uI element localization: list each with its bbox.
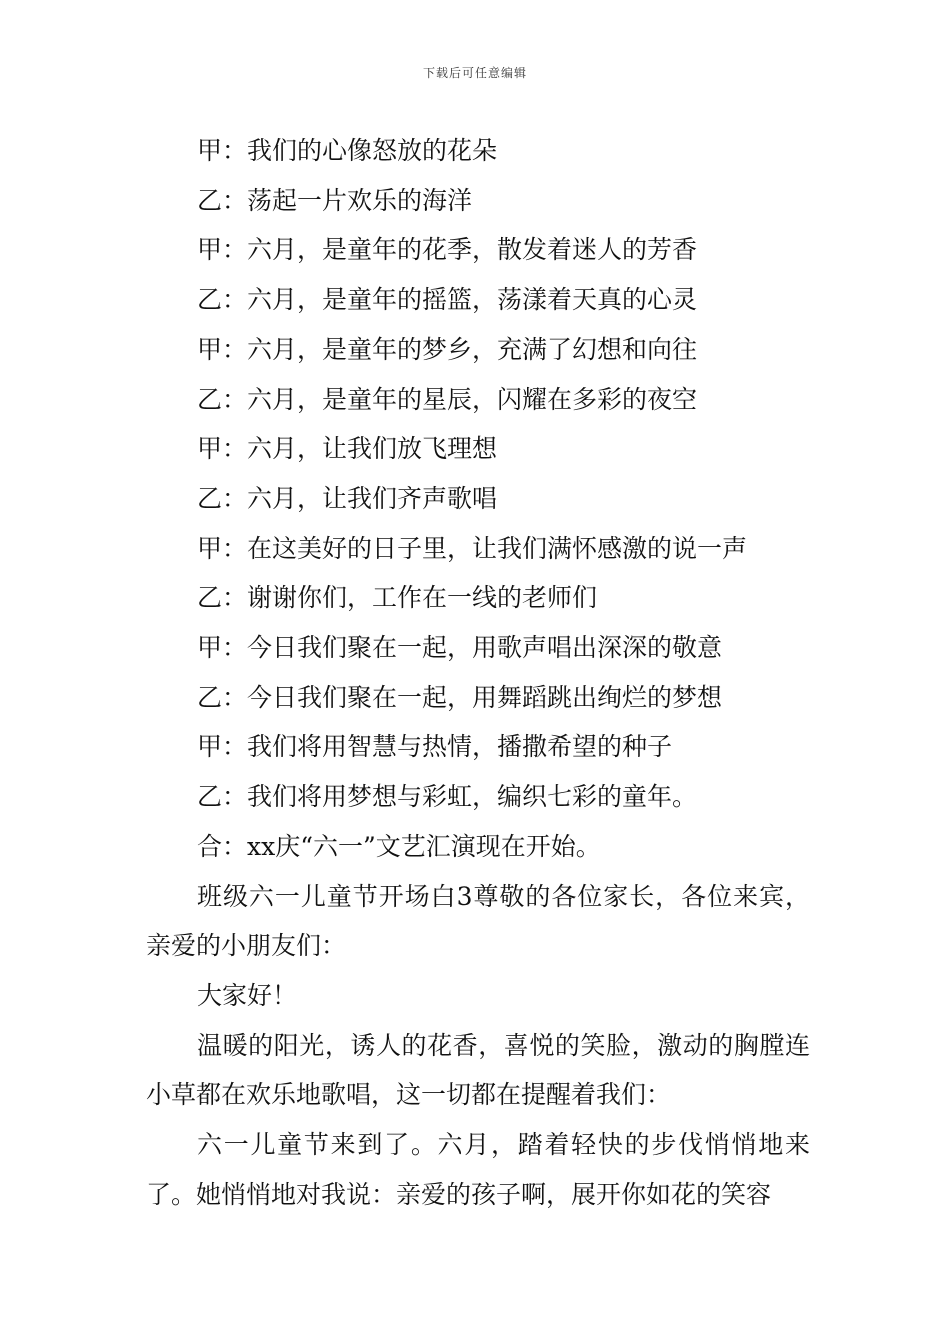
body-paragraph: 六一儿童节来到了。六月，踏着轻快的步伐悄悄地来了。她悄悄地对我说：亲爱的孩子啊，展开你如花的笑容 [146,1130,810,1209]
dialogue-line: 甲：今日我们聚在一起，用歌声唱出深深的敬意 [197,633,723,663]
dialogue-line: 甲：六月，是童年的梦乡，充满了幻想和向往 [197,334,698,364]
dialogue-line: 甲：在这美好的日子里，让我们满怀感激的说一声 [197,533,748,563]
dialogue-line: 甲：我们将用智慧与热情，播撒希望的种子 [197,732,673,762]
body-paragraph: 温暖的阳光，诱人的花香，喜悦的笑脸，激动的胸膛连小草都在欢乐地歌唱，这一切都在提醒着我们： [146,1030,810,1110]
body-paragraph: 班级六一儿童节开场白3尊敬的各位家长，各位来宾，亲爱的小朋友们： [146,881,810,961]
dialogue-line: 合：xx庆“六一”文艺汇演现在开始。 [197,831,601,861]
dialogue-line: 乙：六月，是童年的星辰，闪耀在多彩的夜空 [197,384,698,414]
page-header-note: 下载后可任意编辑 [422,66,527,80]
dialogue-line: 乙：六月，让我们齐声歌唱 [197,483,498,513]
dialogue-line: 乙：荡起一片欢乐的海洋 [197,185,473,215]
dialogue-line: 甲：我们的心像怒放的花朵 [197,136,498,165]
dialogue-line: 乙：今日我们聚在一起，用舞蹈跳出绚烂的梦想 [197,682,723,712]
dialogue-line: 甲：六月，让我们放飞理想 [197,434,498,464]
dialogue-line: 乙：我们将用梦想与彩虹，编织七彩的童年。 [197,782,698,812]
document-body [146,126,810,1219]
body-paragraph: 大家好！ [197,980,298,1010]
dialogue-line: 甲：六月，是童年的花季，散发着迷人的芳香 [197,235,698,265]
dialogue-line: 乙：六月，是童年的摇篮，荡漾着天真的心灵 [197,285,698,315]
dialogue-line: 乙：谢谢你们，工作在一线的老师们 [197,583,598,613]
